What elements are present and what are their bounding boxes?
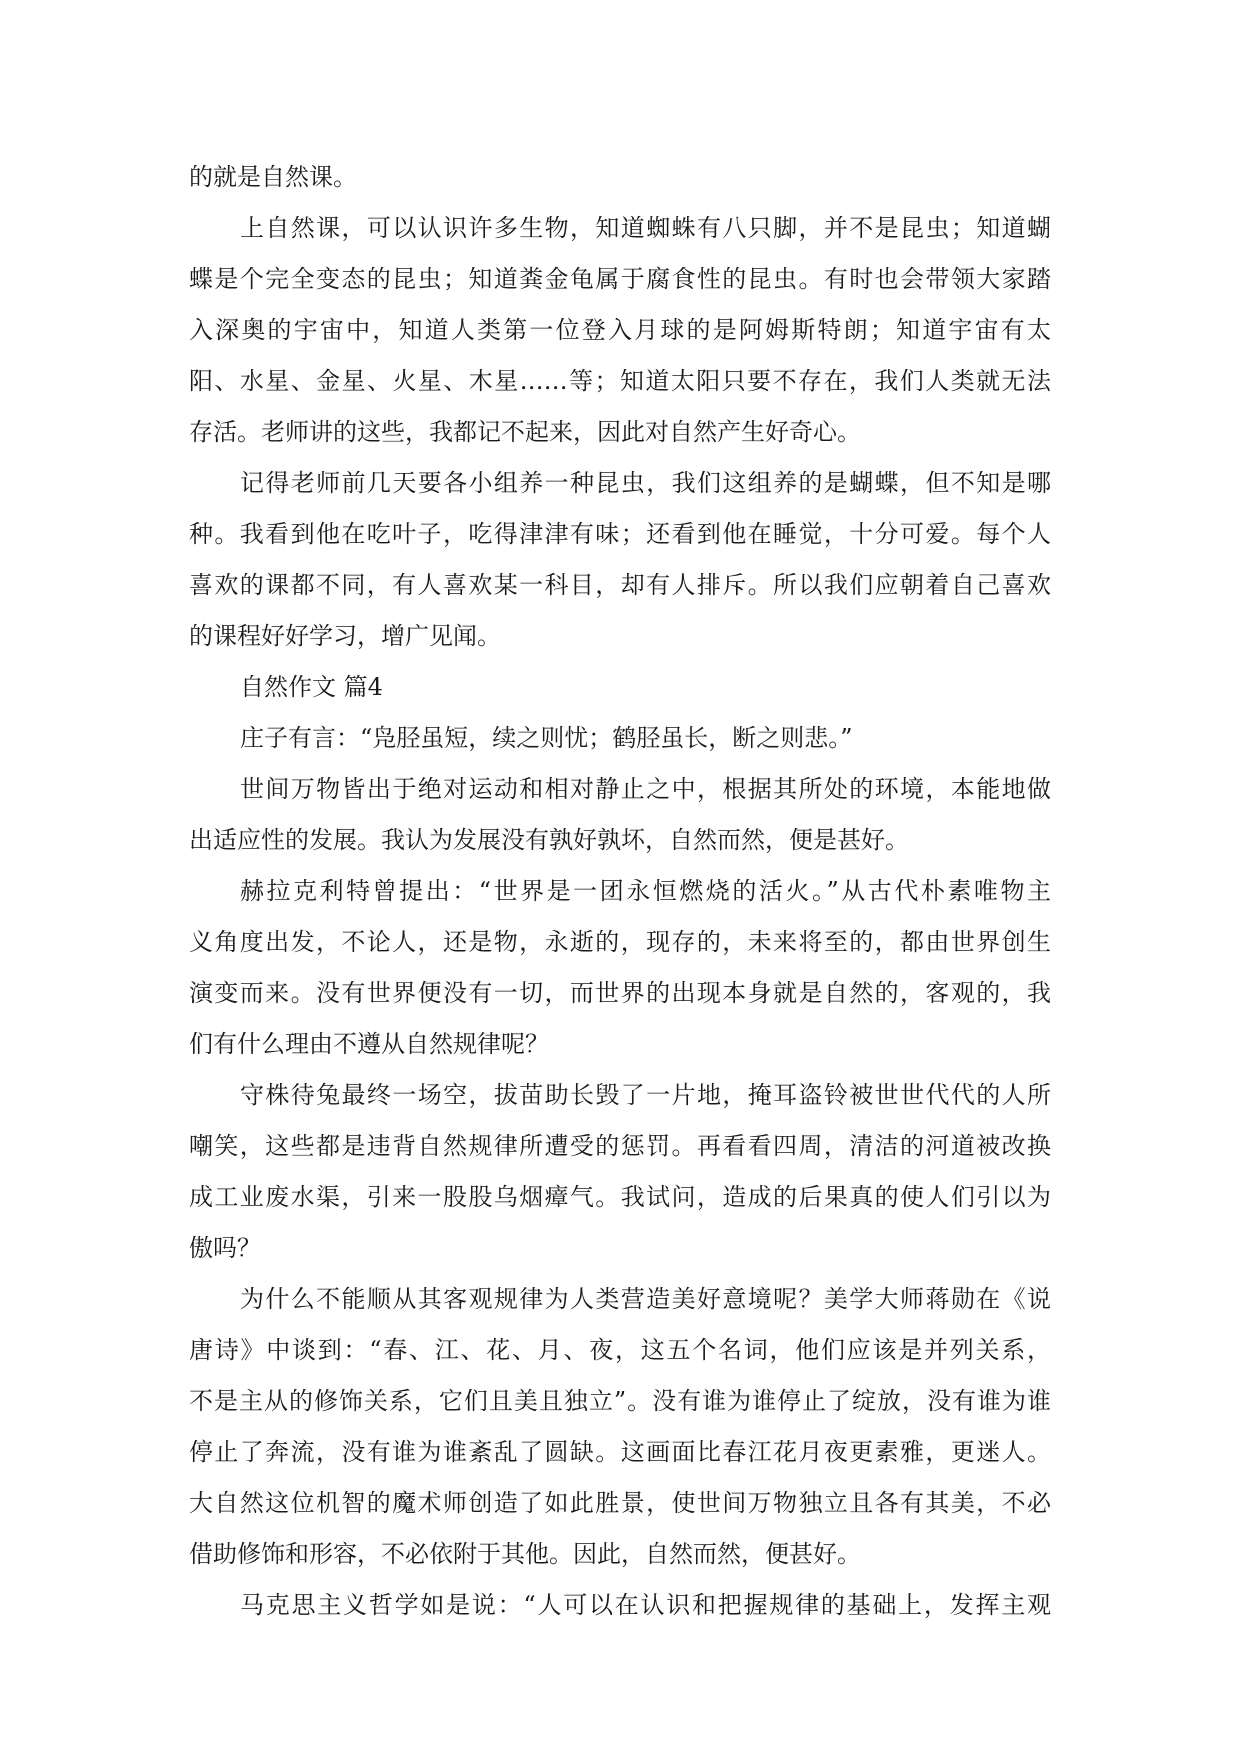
text-line: 世间万物皆出于绝对运动和相对静止之中，根据其所处的环境，本能地做: [240, 775, 1051, 803]
text-line: 蝶是个完全变态的昆虫；知道粪金龟属于腐食性的昆虫。有时也会带领大家踏: [189, 265, 1051, 293]
text-line: 嘲笑，这些都是违背自然规律所遭受的惩罚。再看看四周，清洁的河道被改换: [189, 1132, 1051, 1160]
text-line: 种。我看到他在吃叶子，吃得津津有味；还看到他在睡觉，十分可爱。每个人: [189, 520, 1051, 548]
text-line: 阳、水星、金星、火星、木星……等；知道太阳只要不存在，我们人类就无法: [189, 367, 1051, 395]
text-line: 存活。老师讲的这些，我都记不起来，因此对自然产生好奇心。: [189, 418, 861, 446]
text-line: 不是主从的修饰关系，它们且美且独立”。没有谁为谁停止了绽放，没有谁为谁: [189, 1387, 1051, 1415]
text-line: 大自然这位机智的魔术师创造了如此胜景，使世间万物独立且各有其美，不必: [189, 1489, 1051, 1517]
text-line: 赫拉克利特曾提出：“世界是一团永恒燃烧的活火。”从古代朴素唯物主: [240, 877, 1051, 905]
text-line: 为什么不能顺从其客观规律为人类营造美好意境呢？美学大师蒋勋在《说: [240, 1285, 1051, 1313]
text-line: 们有什么理由不遵从自然规律呢？: [189, 1030, 549, 1058]
text-line: 马克思主义哲学如是说：“人可以在认识和把握规律的基础上，发挥主观: [240, 1591, 1051, 1619]
text-line: 唐诗》中谈到：“春、江、花、月、夜，这五个名词，他们应该是并列关系，: [189, 1336, 1051, 1364]
document-body: [189, 152, 1051, 1631]
text-line: 傲吗？: [189, 1234, 261, 1262]
text-line: 借助修饰和形容，不必依附于其他。因此，自然而然，便甚好。: [189, 1540, 861, 1568]
text-line: 入深奥的宇宙中，知道人类第一位登入月球的是阿姆斯特朗；知道宇宙有太: [189, 316, 1051, 344]
text-line: 上自然课，可以认识许多生物，知道蜘蛛有八只脚，并不是昆虫；知道蝴: [240, 214, 1051, 242]
text-line: 出适应性的发展。我认为发展没有孰好孰坏，自然而然，便是甚好。: [189, 826, 909, 854]
text-line: 停止了奔流，没有谁为谁紊乱了圆缺。这画面比春江花月夜更素雅，更迷人。: [189, 1438, 1051, 1466]
text-line: 的课程好好学习，增广见闻。: [189, 622, 501, 650]
text-line: 庄子有言：“凫胫虽短，续之则忧；鹤胫虽长，断之则悲。”: [240, 724, 853, 752]
text-line: 自然作文 篇4: [240, 673, 383, 701]
text-line: 成工业废水渠，引来一股股乌烟瘴气。我试问，造成的后果真的使人们引以为: [189, 1183, 1051, 1211]
text-line: 的就是自然课。: [189, 163, 357, 191]
text-line: 演变而来。没有世界便没有一切，而世界的出现本身就是自然的，客观的，我: [189, 979, 1051, 1007]
text-line: 喜欢的课都不同，有人喜欢某一科目，却有人排斥。所以我们应朝着自己喜欢: [189, 571, 1051, 599]
text-line: 记得老师前几天要各小组养一种昆虫，我们这组养的是蝴蝶，但不知是哪: [240, 469, 1051, 497]
text-line: 义角度出发，不论人，还是物，永逝的，现存的，未来将至的，都由世界创生: [189, 928, 1051, 956]
text-line: 守株待兔最终一场空，拔苗助长毁了一片地，掩耳盗铃被世世代代的人所: [240, 1081, 1051, 1109]
